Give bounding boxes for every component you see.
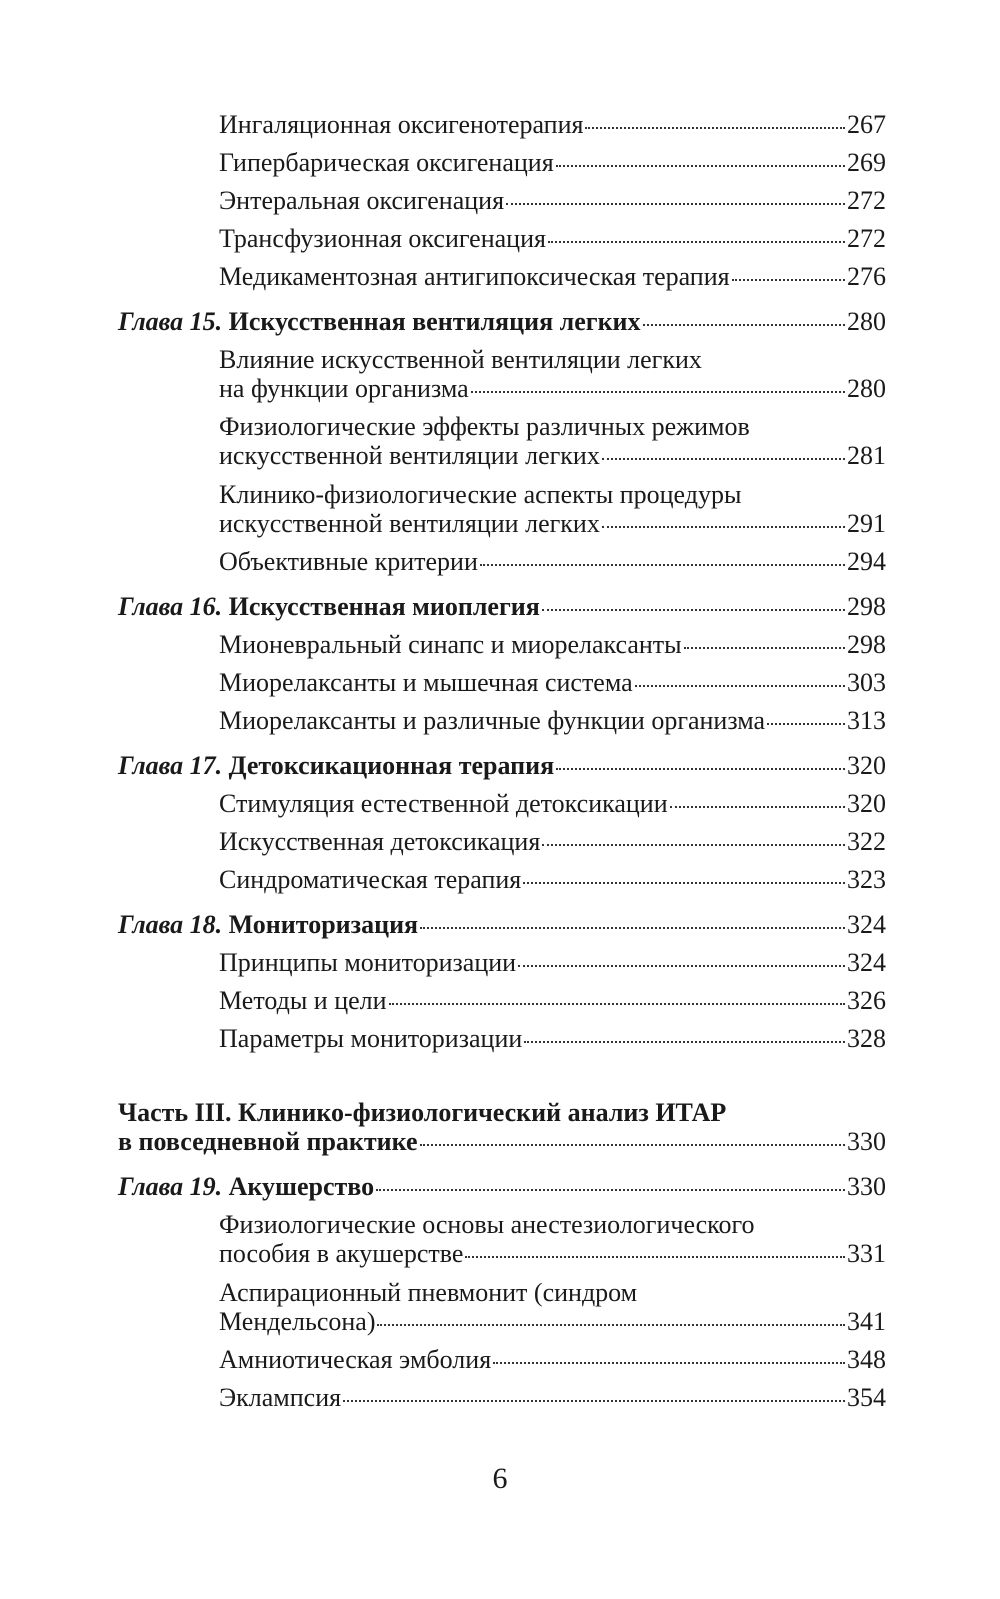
chapter-heading: [118, 1172, 886, 1202]
chapter-name: Искусственная миоплегия: [228, 592, 540, 621]
entry-title: Параметры мониторизации: [219, 1024, 523, 1053]
toc-entry: [219, 110, 886, 140]
entry-page: 328: [847, 1024, 886, 1053]
entry-title: Ингаляционная оксигенотерапия: [219, 110, 584, 139]
toc-entry: [219, 827, 886, 857]
entry-page: 354: [847, 1383, 886, 1412]
entry-title-line1: Физиологические основы анестезиологического: [219, 1210, 755, 1239]
entry-title: Принципы мониторизации: [219, 948, 517, 977]
chapter-heading: [118, 592, 886, 622]
toc-entry: [219, 706, 886, 736]
toc-entry: [219, 509, 886, 539]
entry-page: 320: [847, 789, 886, 818]
leader-dots: [670, 806, 845, 808]
toc-entry: [219, 441, 886, 471]
entry-page: 267: [847, 110, 886, 139]
entry-title: Методы и цели: [219, 986, 387, 1015]
toc-entry: [219, 1239, 886, 1269]
entry-page: 324: [847, 910, 886, 939]
entry-title: Синдроматическая терапия: [219, 865, 522, 894]
entry-title-line2: пособия в акушерстве: [219, 1239, 464, 1268]
toc-entry: [219, 630, 886, 660]
entry-page: 348: [847, 1345, 886, 1374]
entry-title-line1: Физиологические эффекты различных режимов: [219, 412, 750, 441]
chapter-name: Акушерство: [228, 1172, 375, 1201]
entry-title-line2: на функции организма: [219, 374, 469, 403]
entry-title: Искусственная детоксикация: [219, 827, 541, 856]
entry-page: 281: [847, 441, 886, 470]
entry-title: Энтеральная оксигенация: [219, 186, 505, 215]
toc-entry: [219, 547, 886, 577]
leader-dots: [585, 127, 845, 129]
chapter-heading: [118, 307, 886, 337]
leader-dots: [635, 685, 845, 687]
entry-page: 291: [847, 509, 886, 538]
leader-dots: [343, 1400, 845, 1402]
entry-page: 324: [847, 948, 886, 977]
entry-title: Медикаментозная антигипоксическая терапия: [219, 262, 730, 291]
leader-dots: [376, 1189, 845, 1191]
leader-dots: [684, 647, 845, 649]
entry-title: Объективные критерии: [219, 547, 478, 576]
leader-dots: [643, 324, 845, 326]
leader-dots: [420, 1144, 845, 1146]
toc-entry: [219, 668, 886, 698]
leader-dots: [767, 723, 845, 725]
leader-dots: [602, 526, 845, 528]
leader-dots: [420, 927, 845, 929]
page-number: 6: [492, 1462, 508, 1495]
toc-entry: [219, 262, 886, 292]
chapter-title: [118, 592, 540, 622]
chapter-label: Глава 16.: [118, 592, 223, 621]
entry-page: 313: [847, 706, 886, 735]
entry-page: 298: [847, 592, 886, 621]
chapter-label: Глава 18.: [118, 910, 223, 939]
entry-title-line1: Клинико-физиологические аспекты процедуры: [219, 480, 742, 509]
entry-page: 269: [847, 148, 886, 177]
leader-dots: [524, 1041, 845, 1043]
entry-page: 341: [847, 1307, 886, 1336]
entry-page: 280: [847, 374, 886, 403]
entry-title: Миорелаксанты и различные функции организма: [219, 706, 766, 735]
toc-entry: [219, 224, 886, 254]
leader-dots: [556, 165, 845, 167]
leader-dots: [480, 564, 845, 566]
entry-title-line1: Влияние искусственной вентиляции легких: [219, 345, 702, 374]
leader-dots: [556, 768, 845, 770]
part-heading: [118, 1127, 886, 1157]
toc-entry: [219, 186, 886, 216]
toc-entry: [219, 986, 886, 1016]
entry-title: Эклампсия: [219, 1383, 342, 1412]
leader-dots: [506, 203, 845, 205]
chapter-label: Глава 17.: [118, 751, 223, 780]
entry-page: 276: [847, 262, 886, 291]
entry-title: Трансфузионная оксигенация: [219, 224, 546, 253]
entry-page: 330: [847, 1172, 886, 1201]
entry-page: 320: [847, 751, 886, 780]
chapter-title: [118, 1172, 374, 1202]
leader-dots: [548, 241, 845, 243]
toc-entry: [219, 789, 886, 819]
chapter-title: [118, 910, 418, 940]
entry-title-line1: Аспирационный пневмонит (синдром: [219, 1278, 638, 1307]
entry-title: Миорелаксанты и мышечная система: [219, 668, 633, 697]
entry-title: Гипербарическая оксигенация: [219, 148, 554, 177]
leader-dots: [523, 882, 845, 884]
entry-page: 272: [847, 186, 886, 215]
entry-page: 322: [847, 827, 886, 856]
toc-entry: [219, 1383, 886, 1413]
entry-title: Стимуляция естественной детоксикации: [219, 789, 668, 818]
chapter-name: Искусственная вентиляция легких: [228, 307, 641, 336]
entry-page: 294: [847, 547, 886, 576]
chapter-name: Мониторизация: [228, 910, 419, 939]
leader-dots: [542, 844, 845, 846]
chapter-label: Глава 19.: [118, 1172, 223, 1201]
entry-title: Амниотическая эмболия: [219, 1345, 492, 1374]
entry-page: 331: [847, 1239, 886, 1268]
entry-page: 303: [847, 668, 886, 697]
chapter-name: Детоксикационная терапия: [228, 751, 555, 780]
toc-entry: [219, 948, 886, 978]
toc-entry: [219, 1024, 886, 1054]
entry-title-line2: искусственной вентиляции легких: [219, 441, 600, 470]
chapter-heading: [118, 751, 886, 781]
entry-title: Мионевральный синапс и миорелаксанты: [219, 630, 682, 659]
leader-dots: [465, 1256, 845, 1258]
entry-page: 330: [847, 1127, 886, 1156]
leader-dots: [732, 279, 845, 281]
entry-page: 326: [847, 986, 886, 1015]
leader-dots: [389, 1003, 845, 1005]
entry-page: 323: [847, 865, 886, 894]
part-title-line1: Часть III. Клинико-физиологический анализ ИТАР: [118, 1098, 727, 1127]
toc-entry: [219, 1345, 886, 1375]
chapter-heading: [118, 910, 886, 940]
leader-dots: [518, 965, 845, 967]
toc-entry: [219, 148, 886, 178]
toc-entry: [219, 374, 886, 404]
entry-title-line2: Мендельсона): [219, 1307, 376, 1336]
entry-page: 272: [847, 224, 886, 253]
part-title-line2: в повседневной практике: [118, 1127, 418, 1156]
leader-dots: [602, 458, 845, 460]
toc-entry: [219, 865, 886, 895]
chapter-label: Глава 15.: [118, 307, 223, 336]
entry-title-line2: искусственной вентиляции легких: [219, 509, 600, 538]
leader-dots: [542, 609, 845, 611]
chapter-title: [118, 751, 554, 781]
entry-page: 280: [847, 307, 886, 336]
leader-dots: [377, 1324, 845, 1326]
leader-dots: [493, 1362, 845, 1364]
chapter-title: [118, 307, 641, 337]
leader-dots: [471, 391, 845, 393]
entry-page: 298: [847, 630, 886, 659]
toc-entry: [219, 1307, 886, 1337]
